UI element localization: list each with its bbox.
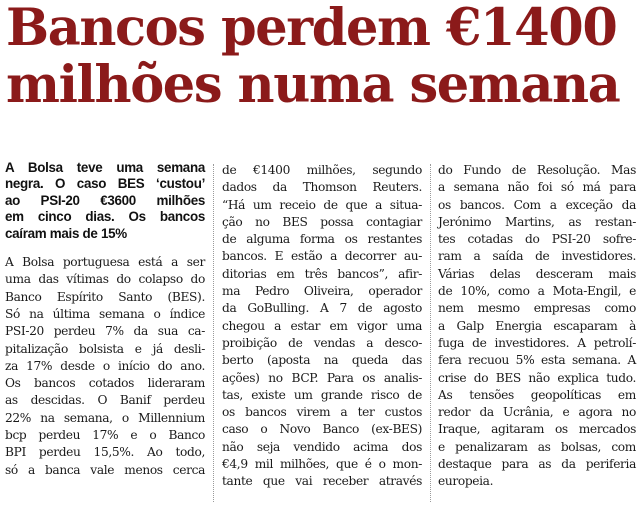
body-paragraph-2 [222,162,422,491]
text-line: os bancos. Com a exceção da [438,197,636,212]
headline [6,0,636,114]
text-line: BPI perdeu 15,5%. Ao todo, [5,445,205,460]
text-line: só a banca vale menos cerca [5,462,205,477]
text-line: a semana não foi só má para [438,180,636,195]
article-column-1 [5,160,205,479]
body-paragraph-1 [5,254,205,479]
text-line: caíram mais de 15% [5,225,127,241]
text-line: 22% na semana, o Millennium [5,410,205,425]
text-line: proibição de vendas a desco- [222,335,422,350]
text-line: caso o Novo Banco (ex-BES) [222,422,422,437]
text-line: “Há um receio de que a situa- [222,197,422,212]
text-line: do Fundo de Resolução. Mas [438,163,636,177]
text-line: Banco Espírito Santo (BES). [5,289,205,304]
text-line: dados da Thomson Reuters. [222,180,422,195]
text-line: em cinco dias. Os bancos [5,209,205,225]
text-line: Só na última semana o índice [5,306,205,321]
body-paragraph-3 [438,162,636,491]
text-line: bcp perdeu 17% e o Banco [5,428,205,442]
article-column-3 [438,162,636,491]
text-line: Iraque, agitaram os mercados [438,422,636,437]
text-line: crise do BES não explica tudo. [438,370,636,385]
text-line: ram a saída de investidores. [438,249,636,264]
text-line: redor da Ucrânia, e agora no [438,405,636,420]
text-line: ma Pedro Oliveira, operador [222,284,422,299]
text-line: da GoBulling. A 7 de agosto [222,301,422,316]
text-line: As tensões geopolíticas em [438,387,636,402]
text-line: e penalizaram as bolsas, com [438,439,636,454]
text-line: pitalização bolsista e já desli- [5,341,205,356]
text-line: tes cotadas do PSI-20 sofre- [438,232,636,247]
text-line: os bancos virem a ter custos [222,405,422,420]
text-line: tante que vai receber através [222,474,422,489]
text-line: as descidas. O Banif perdeu [5,393,205,408]
text-line: fera recuou 5% esta semana. A [438,353,636,368]
text-line: tas, existe um grande risco de [222,387,422,402]
text-line: destaque para as da periferia [438,457,636,472]
text-line: ção no BES possa contagiar [222,214,422,229]
text-line: de alguma forma os restantes [222,232,422,247]
text-line: Várias delas desceram mais [438,266,636,281]
text-line: não seja vendido acima dos [222,439,422,454]
text-line: ditorias em três bancos”, afir- [222,266,422,281]
text-line: ao PSI-20 €3600 milhões [5,192,205,208]
headline-line-2: milhões numa semana [6,55,620,115]
text-line: Jerónimo Martins, as restan- [438,214,636,229]
text-line: uma das vítimas do colapso do [5,272,205,287]
column-divider-1 [213,164,214,502]
column-divider-2 [430,164,431,502]
text-line: za 17% desde o início do ano. [5,358,205,373]
text-line: nem mesmo empresas como [438,301,636,316]
text-line: de 10%, como a Mota-Engil, e [438,284,636,299]
headline-line-1: Bancos perdem €1400 [6,0,617,58]
lead-paragraph [5,160,205,242]
text-line: chegou a estar em vigor uma [222,318,422,333]
text-line: negra. O caso BES ‘custou’ [5,176,205,192]
text-line: PSI-20 perdeu 7% da sua ca- [5,324,205,339]
text-line: europeia. [438,474,494,489]
text-line: berto (aposta na queda das [222,353,422,368]
text-line: de €1400 milhões, segundo [222,163,422,177]
text-line: A Bolsa teve uma semana [5,160,205,175]
article-column-2 [222,162,422,491]
text-line: fuga de investidores. A petrolí- [438,335,636,350]
text-line: A Bolsa portuguesa está a ser [5,255,205,270]
text-line: €4,9 mil milhões, que é o mon- [222,457,422,472]
text-line: ações) no BCP. Para os analis- [222,370,422,385]
text-line: Os bancos cotados lideraram [5,376,205,391]
text-line: a Galp Energia escaparam à [438,318,636,333]
text-line: bancos. E estão a decorrer au- [222,249,422,264]
